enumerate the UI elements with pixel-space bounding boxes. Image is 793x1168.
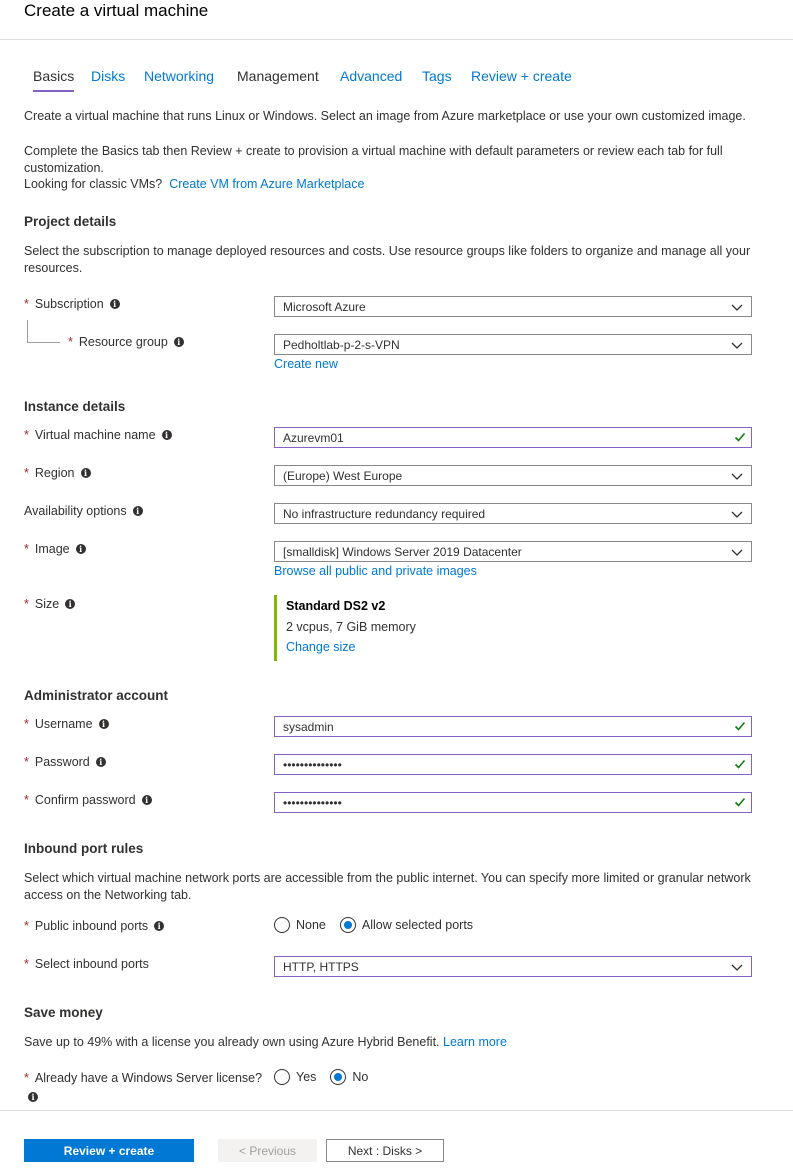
image-dropdown[interactable] [274, 541, 752, 562]
availability-dropdown[interactable] [274, 503, 752, 524]
confirm-password-value: •••••••••••••• [283, 795, 342, 810]
info-icon[interactable]: i [133, 506, 143, 516]
create-new-link[interactable]: Create new [274, 357, 338, 371]
project-details-heading: Project details [24, 214, 117, 229]
required-marker: * [24, 542, 29, 556]
chevron-down-icon [731, 546, 743, 558]
availability-label-text: Availability options [24, 504, 127, 518]
username-label [24, 717, 109, 731]
vm-name-label [24, 428, 172, 442]
subscription-label [24, 297, 120, 311]
region-label-text: Region [34, 466, 75, 480]
password-label [24, 755, 106, 769]
select-inbound-value: HTTP, HTTPS [283, 959, 359, 974]
select-inbound-label [24, 957, 149, 971]
admin-account-heading: Administrator account [24, 688, 169, 703]
tab-review-create[interactable]: Review + create [471, 68, 572, 84]
review-create-button[interactable]: Review + create [24, 1139, 194, 1162]
required-marker: * [24, 957, 29, 971]
password-input[interactable] [274, 754, 752, 775]
classic-vms-text: Looking for classic VMs? [24, 177, 163, 191]
select-inbound-dropdown[interactable] [274, 956, 752, 977]
inbound-rules-desc: Select which virtual machine network ports are accessible from the public internet. You can specify more limited or granular network access on the Networking tab. [24, 871, 751, 902]
size-name: Standard DS2 v2 [286, 599, 386, 613]
subscription-label-text: Subscription [34, 297, 104, 311]
info-icon[interactable]: i [96, 757, 106, 767]
password-label-text: Password [34, 755, 90, 769]
tab-advanced[interactable]: Advanced [340, 68, 403, 84]
save-money-desc-row [24, 1034, 764, 1051]
radio-none-label: None [296, 918, 326, 932]
tab-management[interactable]: Management [237, 68, 319, 84]
radio-no-label: No [352, 1070, 369, 1084]
create-vm-marketplace-link[interactable]: Create VM from Azure Marketplace [169, 177, 365, 191]
previous-button[interactable]: < Previous [218, 1139, 317, 1162]
chevron-down-icon [731, 470, 743, 482]
confirm-password-label-text: Confirm password [34, 793, 136, 807]
confirm-password-label [24, 793, 152, 807]
next-disks-button[interactable]: Next : Disks > [326, 1139, 444, 1162]
info-icon[interactable]: i [76, 544, 86, 554]
page-title: Create a virtual machine [24, 1, 209, 20]
checkmark-icon [734, 796, 746, 808]
license-label-text: Already have a Windows Server license? [34, 1071, 263, 1085]
required-marker: * [24, 919, 29, 933]
required-marker: * [24, 466, 29, 480]
tree-connector [27, 320, 60, 343]
license-label [24, 1071, 262, 1085]
public-inbound-radio-group [274, 917, 487, 933]
required-marker: * [24, 793, 29, 807]
checkmark-icon [734, 758, 746, 770]
subscription-dropdown[interactable] [274, 296, 752, 317]
tab-disks[interactable]: Disks [91, 68, 126, 84]
required-marker: * [68, 335, 73, 349]
size-spec: 2 vcpus, 7 GiB memory [286, 620, 416, 634]
radio-no[interactable] [330, 1069, 346, 1085]
license-radio-group [274, 1069, 382, 1085]
availability-label [24, 504, 143, 518]
required-marker: * [24, 755, 29, 769]
image-label-text: Image [34, 542, 70, 556]
checkmark-icon [734, 431, 746, 443]
checkmark-icon [734, 720, 746, 732]
radio-allow-selected-ports[interactable] [340, 917, 356, 933]
chevron-down-icon [731, 508, 743, 520]
required-marker: * [24, 597, 29, 611]
footer-divider [0, 1110, 793, 1111]
resource-group-label-text: Resource group [78, 335, 168, 349]
intro-line-1: Create a virtual machine that runs Linux or Windows. Select an image from Azure marketplace or use your own customized image. [24, 109, 746, 123]
instance-details-heading: Instance details [24, 399, 126, 414]
username-label-text: Username [34, 717, 93, 731]
info-icon[interactable]: i [142, 795, 152, 805]
classic-vms-row [24, 176, 764, 193]
required-marker: * [24, 717, 29, 731]
save-money-heading: Save money [24, 1005, 103, 1020]
resource-group-value: Pedholtlab-p-2-s-VPN [283, 337, 400, 352]
radio-selected-dot [334, 1073, 342, 1081]
tab-networking[interactable]: Networking [144, 68, 215, 84]
size-label [24, 597, 75, 611]
image-label [24, 542, 86, 556]
browse-images-link[interactable]: Browse all public and private images [274, 564, 477, 578]
save-money-desc: Save up to 49% with a license you already own using Azure Hybrid Benefit. [24, 1035, 440, 1049]
change-size-link[interactable]: Change size [286, 640, 356, 654]
public-inbound-label-text: Public inbound ports [34, 919, 149, 933]
required-marker: * [24, 428, 29, 442]
tab-tags[interactable]: Tags [422, 68, 452, 84]
tab-basics[interactable]: Basics [33, 68, 74, 92]
size-label-text: Size [34, 597, 60, 611]
chevron-down-icon [731, 339, 743, 351]
project-details-desc: Select the subscription to manage deployed resources and costs. Use resource groups like folders to organize and manage all your resources. [24, 244, 751, 275]
size-summary [274, 595, 577, 661]
radio-yes[interactable] [274, 1069, 290, 1085]
intro-line-2: Complete the Basics tab then Review + create to provision a virtual machine with default parameters or review each tab for full customization. [24, 144, 723, 175]
resource-group-label [68, 335, 184, 349]
radio-none[interactable] [274, 917, 290, 933]
password-value: •••••••••••••• [283, 757, 342, 772]
vm-name-input[interactable] [274, 427, 752, 448]
info-icon[interactable]: i [174, 337, 184, 347]
resource-group-dropdown[interactable] [274, 334, 752, 355]
username-input[interactable] [274, 716, 752, 737]
info-icon[interactable]: i [81, 468, 91, 478]
radio-allow-label: Allow selected ports [361, 918, 474, 932]
vm-name-label-text: Virtual machine name [34, 428, 156, 442]
info-icon[interactable]: i [110, 299, 120, 309]
radio-selected-dot [344, 921, 352, 929]
region-label [24, 466, 91, 480]
availability-value: No infrastructure redundancy required [283, 506, 486, 521]
vm-name-value: Azurevm01 [283, 430, 344, 445]
info-icon[interactable]: i [28, 1092, 38, 1102]
chevron-down-icon [731, 961, 743, 973]
required-marker: * [24, 1071, 29, 1085]
public-inbound-label [24, 919, 164, 933]
radio-yes-label: Yes [296, 1070, 317, 1084]
learn-more-link[interactable]: Learn more [443, 1035, 507, 1049]
username-value: sysadmin [283, 719, 334, 734]
required-marker: * [24, 297, 29, 311]
select-inbound-label-text: Select inbound ports [34, 957, 149, 971]
info-icon[interactable]: i [99, 719, 109, 729]
info-icon[interactable]: i [154, 921, 164, 931]
confirm-password-input[interactable] [274, 792, 752, 813]
info-icon[interactable]: i [65, 599, 75, 609]
region-value: (Europe) West Europe [283, 468, 403, 483]
chevron-down-icon [731, 301, 743, 313]
title-divider [0, 39, 793, 40]
info-icon[interactable]: i [162, 430, 172, 440]
image-value: [smalldisk] Windows Server 2019 Datacenter [283, 544, 522, 559]
subscription-value: Microsoft Azure [283, 299, 366, 314]
inbound-rules-heading: Inbound port rules [24, 841, 144, 856]
region-dropdown[interactable] [274, 465, 752, 486]
